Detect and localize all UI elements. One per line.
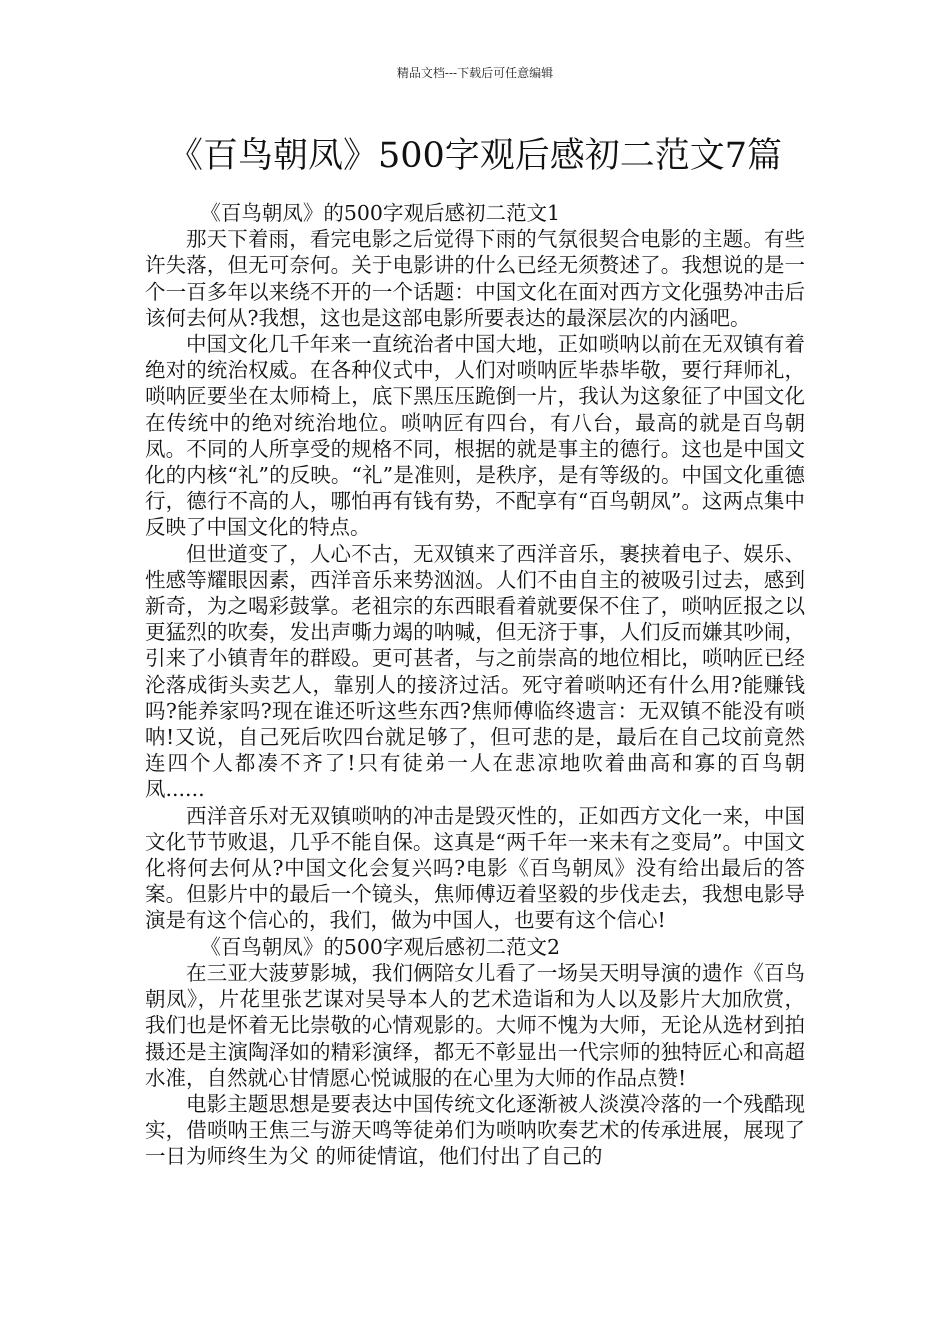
page-header: 精品文档---下载后可任意编辑 [396, 66, 554, 80]
paragraph: 那天下着雨，看完电影之后觉得下雨的气氛很契合电影的主题。有些许失落，但无可奈何。关于电影讲的什么已经无须赘述了。我想说的是一个一百多年以来绕不开的一个话题：中国文化在面对西方文化强势冲击后该何去何从?我想，这也是这部电影所要表达的最深层次的内涵吧。 [145, 227, 805, 330]
section-heading-2: 《百鸟朝凤》的500字观后感初二范文2 [200, 934, 561, 959]
paragraph: 西洋音乐对无双镇唢呐的冲击是毁灭性的，正如西方文化一来，中国文化节节败退，几乎不能自保。这真是“两千年一来未有之变局”。中国文化将何去何从?中国文化会复兴吗?电影《百鸟朝凤》没有给出最后的答案。但影片中的最后一个镜头，焦师傅迈着坚毅的步伐走去，我想电影导演是有这个信心的，我们，做为中国人，也要有这个信心! [145, 803, 805, 933]
document-body [145, 200, 805, 1170]
document-title: 《百鸟朝凤》500字观后感初二范文7篇 [167, 136, 783, 176]
paragraph: 但世道变了，人心不古，无双镇来了西洋音乐，裹挟着电子、娱乐、性感等耀眼因素，西洋音乐来势汹汹。人们不由自主的被吸引过去，感到新奇，为之喝彩鼓掌。老祖宗的东西眼看着就要保不住了，唢呐匠报之以更猛烈的吹奏，发出声嘶力竭的呐喊，但无济于事，人们反而嫌其吵闹，引来了小镇青年的群殴。更可甚者，与之前崇高的地位相比，唢呐匠已经沦落成街头卖艺人，靠别人的接济过活。死守着唢呐还有什么用?能赚钱吗?能养家吗?现在谁还听这些东西?焦师傅临终遗言：无双镇不能没有唢呐!又说，自己死后吹四台就足够了，但可悲的是，最后在自己坟前竟然连四个人都凑不齐了!只有徒弟一人在悲凉地吹着曲高和寡的百鸟朝凤...... [145, 541, 805, 802]
paragraph: 在三亚大菠萝影城，我们俩陪女儿看了一场吴天明导演的遗作《百鸟朝凤》，片花里张艺谋对吴导本人的艺术造诣和为人以及影片大加欣赏，我们也是怀着无比崇敬的心情观影的。大师不愧为大师，无论从选材到拍摄还是主演陶泽如的精彩演绎，都无不彰显出一代宗师的独特匠心和高超水准，自然就心甘情愿心悦诚服的在心里为大师的作品点赞! [145, 960, 805, 1090]
section-heading-1: 《百鸟朝凤》的500字观后感初二范文1 [200, 201, 561, 225]
paragraph: 电影主题思想是要表达中国传统文化逐渐被人淡漠冷落的一个残酷现实，借唢呐王焦三与游天鸣等徒弟们为唢呐吹奏艺术的传承进展，展现了 一日为师终生为父 的师徒情谊，他们付出了自己的 [145, 1091, 805, 1169]
paragraph: 中国文化几千年来一直统治者中国大地，正如唢呐以前在无双镇有着绝对的统治权威。在各种仪式中，人们对唢呐匠毕恭毕敬，要行拜师礼，唢呐匠要坐在太师椅上，底下黑压压跪倒一片，我认为这象征了中国文化在传统中的绝对统治地位。唢呐匠有四台，有八台，最高的就是百鸟朝凤。不同的人所享受的规格不同，根据的就是事主的德行。这也是中国文化的内核“礼”的反映。“礼”是准则，是秩序，是有等级的。中国文化重德行，德行不高的人，哪怕再有钱有势，不配享有“百鸟朝凤”。这两点集中反映了中国文化的特点。 [145, 332, 805, 540]
